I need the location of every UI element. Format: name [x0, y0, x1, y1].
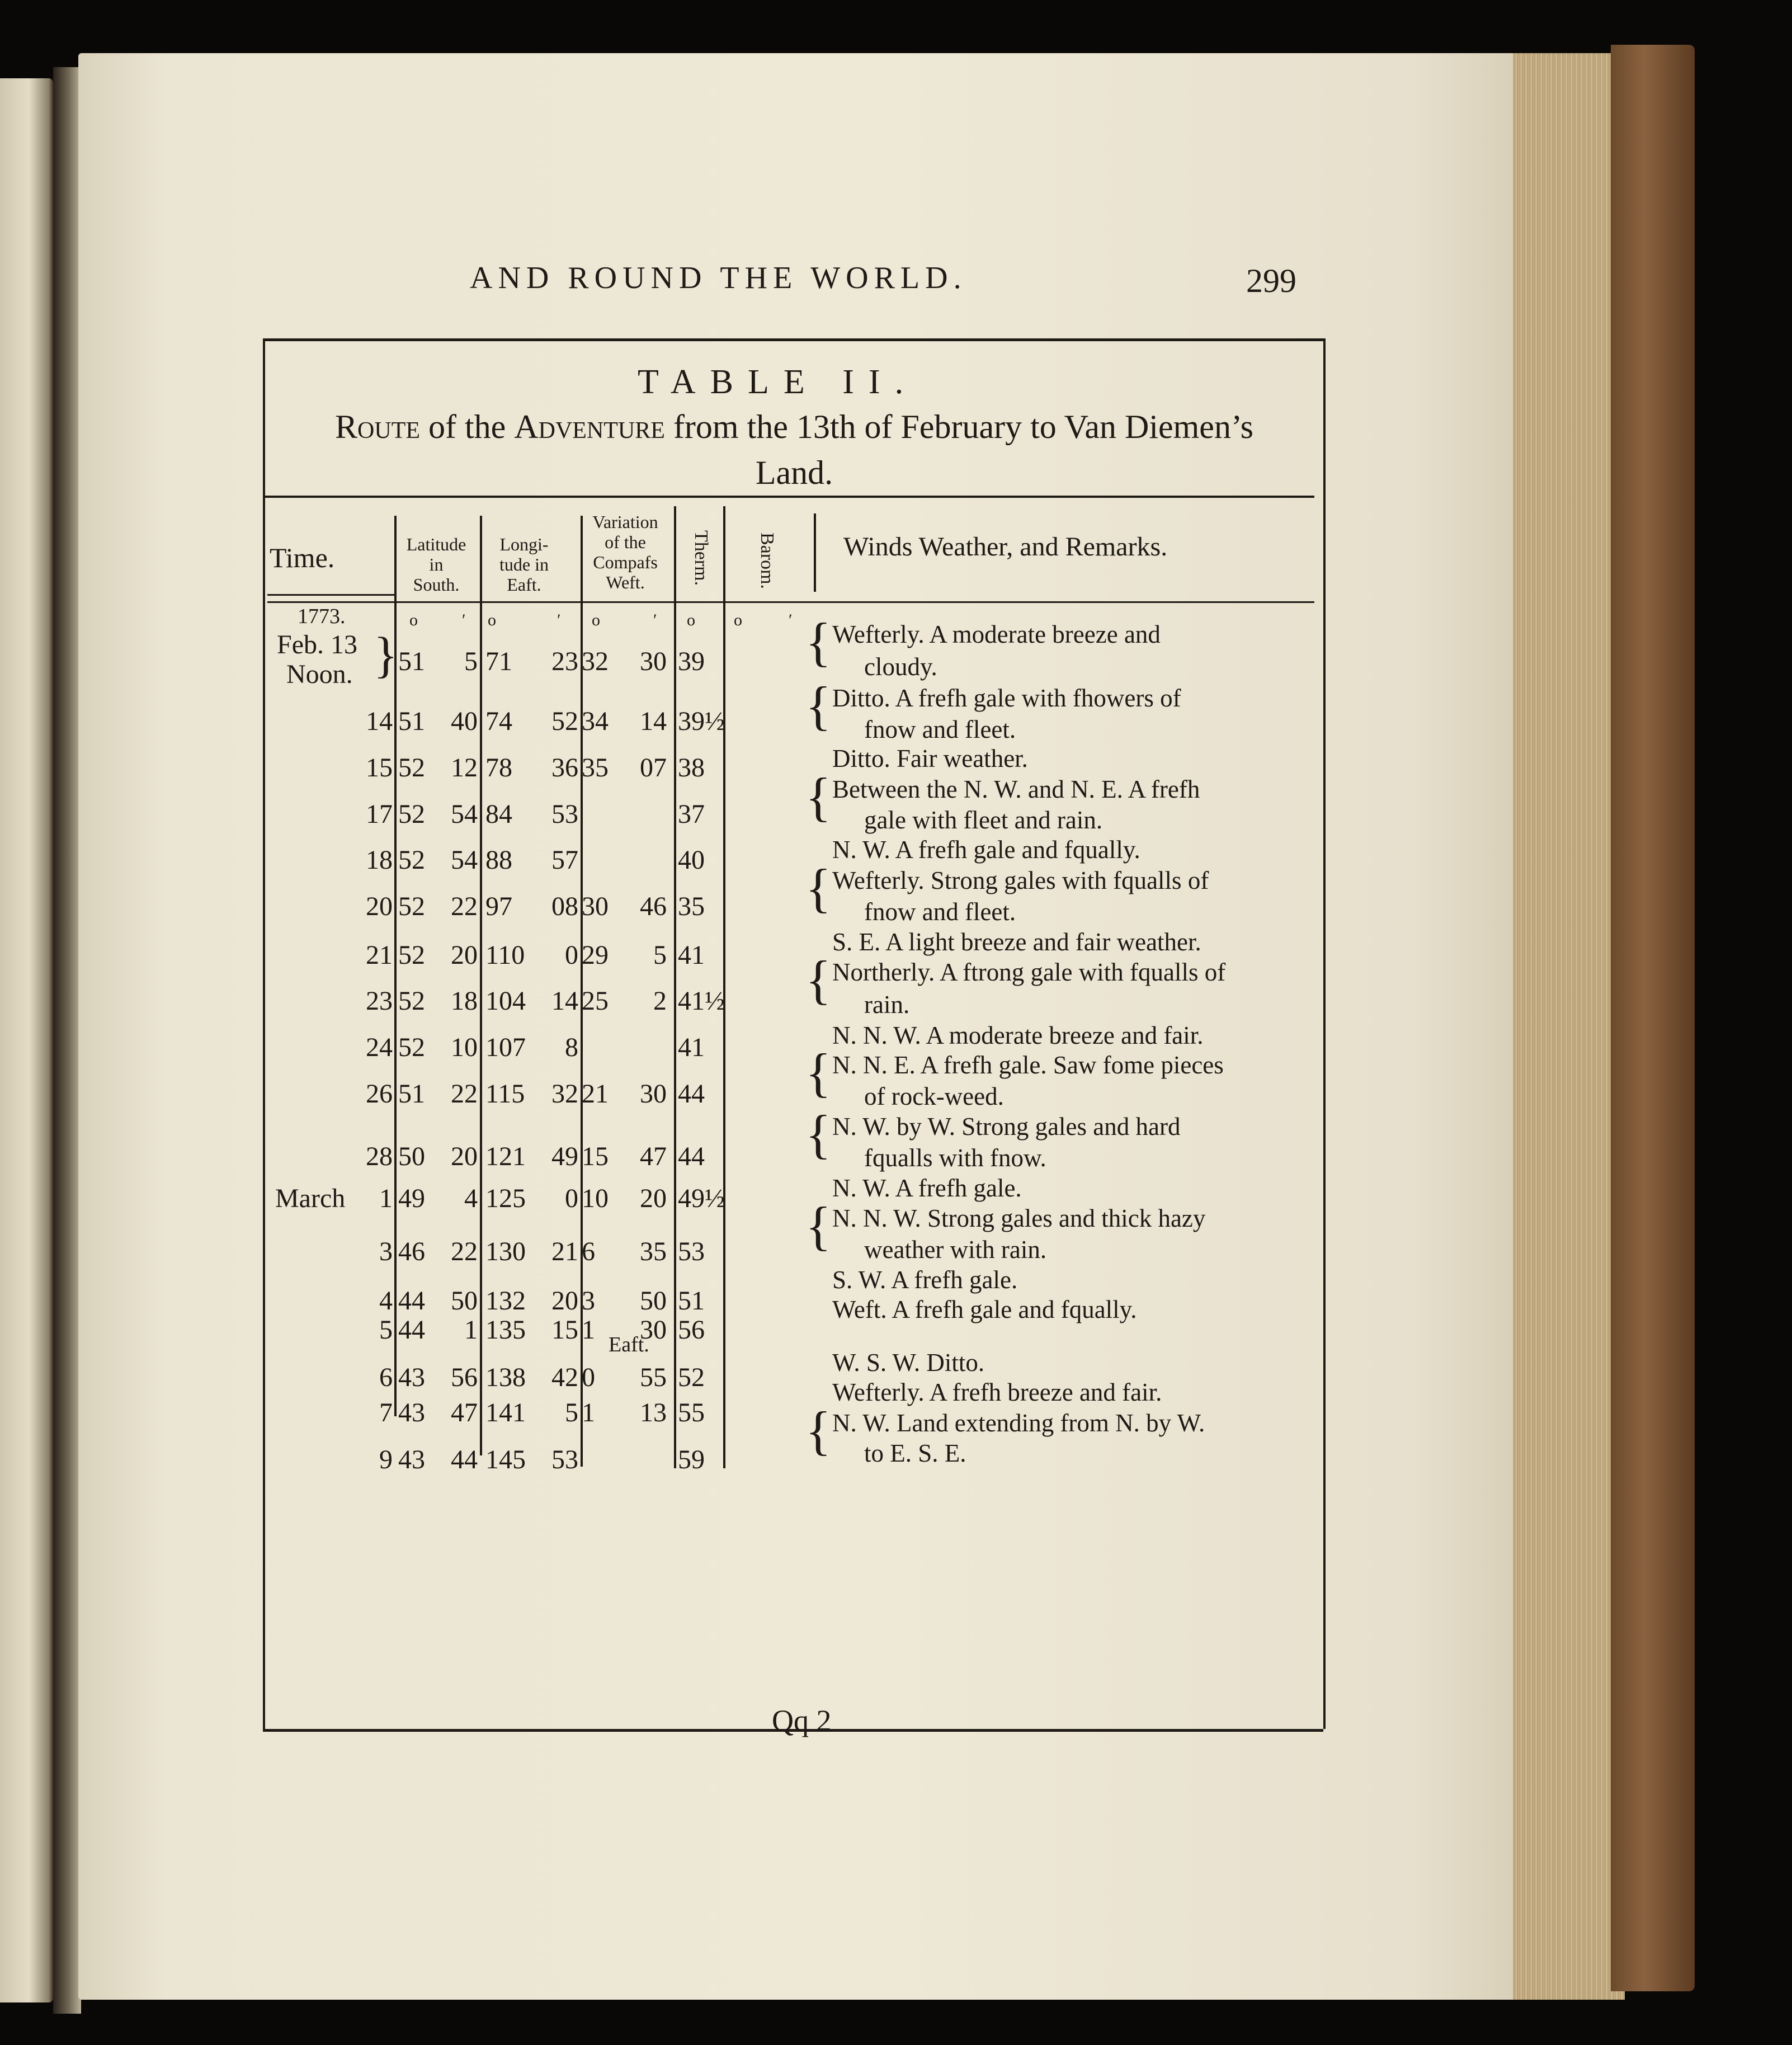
col-head-time: Time.	[270, 542, 335, 573]
row-therm: 59	[678, 1445, 705, 1474]
unit-var-deg: o	[592, 611, 600, 629]
row-lon-min: 20	[551, 1286, 578, 1316]
row-lat-deg: 44	[398, 1315, 425, 1345]
row-lat-deg: 52	[398, 799, 425, 829]
row-lon-deg: 135	[485, 1315, 526, 1345]
row-lon-min: 21	[551, 1237, 578, 1266]
date-noon: Noon.	[286, 659, 353, 689]
row-lon-deg: 107	[485, 1033, 526, 1062]
remark-line: Wefterly. A moderate breeze and	[832, 620, 1161, 648]
row-var-deg: 32	[582, 647, 609, 676]
row-var-deg: 21	[582, 1079, 609, 1109]
row-lat-deg: 51	[398, 647, 425, 676]
remark-line: S. E. A light breeze and fair weather.	[832, 928, 1201, 956]
row-lat-min: 56	[451, 1363, 478, 1392]
row-lat-deg: 52	[398, 753, 425, 783]
row-therm: 52	[678, 1363, 705, 1392]
row-therm: 49½	[678, 1184, 725, 1213]
remark-line: W. S. W. Ditto.	[832, 1349, 985, 1377]
title-text-1: of the	[420, 408, 515, 445]
row-lat-deg: 43	[398, 1363, 425, 1392]
row-lat-min: 18	[451, 986, 478, 1016]
row-lon-min: 42	[551, 1363, 578, 1392]
row-lon-min: 23	[551, 647, 578, 676]
remark-line: N. W. A frefh gale and fqually.	[832, 836, 1140, 864]
row-lat-min: 50	[451, 1286, 478, 1316]
row-lat-deg: 52	[398, 986, 425, 1016]
row-lat-deg: 51	[398, 706, 425, 736]
row-therm: 39	[678, 647, 705, 676]
remark-line: Wefterly. A frefh breeze and fair.	[832, 1378, 1162, 1406]
title-route: Route	[335, 408, 421, 445]
row-lon-deg: 84	[485, 799, 512, 829]
book-cover	[1611, 45, 1695, 1991]
brace: {	[805, 767, 832, 827]
row-var-min: 55	[640, 1363, 667, 1392]
row-lon-min: 5	[565, 1398, 578, 1427]
row-therm: 40	[678, 845, 705, 875]
row-var-deg: 34	[582, 706, 609, 736]
row-day: 28	[366, 1142, 393, 1171]
row-lat-min: 1	[464, 1315, 478, 1345]
col-head-variation-line: Compafs	[593, 552, 658, 572]
row-day: 26	[366, 1079, 393, 1109]
brace: {	[805, 676, 832, 736]
row-therm: 35	[678, 892, 705, 921]
row-var-deg: 1	[582, 1315, 595, 1345]
remark-line: Ditto. Fair weather.	[832, 745, 1028, 772]
header-rule	[267, 601, 1314, 603]
title-text-2: from the 13th of February to Van Diemen’s	[664, 408, 1253, 445]
title-line-2: Land.	[755, 454, 833, 491]
row-lon-deg: 138	[485, 1363, 526, 1392]
row-lat-min: 22	[451, 1079, 478, 1109]
brace: {	[805, 1043, 832, 1102]
row-lon-deg: 115	[485, 1079, 525, 1109]
table-label: TABLE II.	[638, 363, 918, 401]
remark-line: S. W. A frefh gale.	[832, 1266, 1018, 1294]
col-head-longitude	[482, 534, 566, 595]
row-therm: 41½	[678, 986, 725, 1016]
row-lon-min: 8	[565, 1033, 578, 1062]
col-head-longitude-line: Longi-	[499, 534, 549, 554]
row-lon-min: 14	[551, 986, 578, 1016]
header-rule-short	[267, 594, 396, 596]
brace: {	[805, 612, 832, 672]
row-var-min: 30	[640, 1079, 667, 1109]
row-therm: 38	[678, 753, 705, 783]
row-lat-min: 54	[451, 845, 478, 875]
row-therm: 44	[678, 1079, 705, 1109]
column-rule	[674, 506, 676, 1468]
row-var-min: 5	[653, 940, 667, 970]
row-lat-deg: 52	[398, 845, 425, 875]
row-lon-min: 15	[551, 1315, 578, 1345]
row-lon-min: 53	[551, 799, 578, 829]
row-var-deg: 6	[582, 1237, 595, 1266]
row-var-min: 30	[640, 647, 667, 676]
col-head-latitude-line: South.	[413, 574, 460, 595]
row-lat-deg: 49	[398, 1184, 425, 1213]
row-var-min: 35	[640, 1237, 667, 1266]
row-var-deg: 29	[582, 940, 609, 970]
unit-var-min: ′	[653, 611, 657, 629]
row-lat-deg: 51	[398, 1079, 425, 1109]
row-lat-min: 5	[464, 647, 478, 676]
row-lon-min: 53	[551, 1445, 578, 1474]
row-var-deg: 35	[582, 753, 609, 783]
row-day: 6	[379, 1363, 393, 1392]
brace: {	[805, 1104, 832, 1164]
row-lat-min: 12	[451, 753, 478, 783]
row-lon-deg: 104	[485, 986, 526, 1016]
row-day: 21	[366, 940, 393, 970]
row-day: 18	[366, 845, 393, 875]
remark-line: rain.	[864, 991, 910, 1019]
row-var-deg: 1	[582, 1398, 595, 1427]
row-day: 7	[379, 1398, 393, 1427]
row-lon-min: 32	[551, 1079, 578, 1109]
remark-line: N. N. W. Strong gales and thick hazy	[832, 1204, 1206, 1232]
page-number: 299	[1246, 262, 1296, 299]
row-lon-min: 49	[551, 1142, 578, 1171]
row-lat-min: 44	[451, 1445, 478, 1474]
row-lat-deg: 43	[398, 1398, 425, 1427]
remark-line: Ditto. A frefh gale with fhowers of	[832, 684, 1181, 712]
row-therm: 51	[678, 1286, 705, 1316]
remark-line: N. W. A frefh gale.	[832, 1174, 1022, 1202]
row-lon-deg: 74	[485, 706, 512, 736]
row-var-deg: 10	[582, 1184, 609, 1213]
remark-line: Between the N. W. and N. E. A frefh	[832, 775, 1200, 803]
row-lon-min: 57	[551, 845, 578, 875]
col-head-remarks: Winds Weather, and Remarks.	[843, 532, 1168, 562]
row-var-min: 13	[640, 1398, 667, 1427]
row-lon-deg: 125	[485, 1184, 526, 1213]
row-therm: 39½	[678, 706, 725, 736]
row-day: 1	[379, 1184, 393, 1213]
row-day: 3	[379, 1237, 393, 1266]
row-var-min: 46	[640, 892, 667, 921]
east-label: Eaft.	[609, 1333, 649, 1356]
row-day: 9	[379, 1445, 393, 1474]
row-therm: 41	[678, 1033, 705, 1062]
row-lon-deg: 130	[485, 1237, 526, 1266]
title-rule	[263, 496, 1314, 498]
col-head-longitude-line: tude in	[499, 554, 549, 574]
row-lon-deg: 141	[485, 1398, 526, 1427]
col-head-therm: Therm.	[691, 530, 711, 586]
row-day: 14	[366, 706, 393, 736]
row-therm: 44	[678, 1142, 705, 1171]
remark-line: cloudy.	[864, 653, 937, 681]
column-rule	[814, 513, 816, 592]
remark-line: Northerly. A ftrong gale with fqualls of	[832, 958, 1226, 986]
title-adventure: Adventure	[514, 408, 665, 445]
row-therm: 55	[678, 1398, 705, 1427]
col-head-barom: Barom.	[757, 533, 777, 590]
row-lon-min: 0	[565, 1184, 578, 1213]
row-lat-min: 54	[451, 799, 478, 829]
row-lat-min: 10	[451, 1033, 478, 1062]
remark-line: Wefterly. Strong gales with fqualls of	[832, 866, 1209, 894]
remark-line: N. N. W. A moderate breeze and fair.	[832, 1021, 1204, 1049]
row-day: 15	[366, 753, 393, 783]
column-rule	[480, 516, 482, 1455]
col-head-latitude	[394, 534, 478, 595]
row-var-min: 50	[640, 1286, 667, 1316]
row-lat-min: 40	[451, 706, 478, 736]
remark-line: N. W. by W. Strong gales and hard	[832, 1113, 1181, 1141]
row-lon-deg: 71	[485, 647, 512, 676]
row-lon-min: 52	[551, 706, 578, 736]
row-lat-deg: 46	[398, 1237, 425, 1266]
row-lon-min: 36	[551, 753, 578, 783]
row-lon-deg: 110	[485, 940, 525, 970]
remark-line: to E. S. E.	[864, 1439, 966, 1467]
col-head-longitude-line: Eaft.	[507, 574, 541, 595]
row-lon-deg: 145	[485, 1445, 526, 1474]
row-therm: 53	[678, 1237, 705, 1266]
row-therm: 56	[678, 1315, 705, 1345]
row-lon-deg: 121	[485, 1142, 526, 1171]
running-header: AND ROUND THE WORLD.	[470, 261, 967, 295]
row-var-deg: 0	[582, 1363, 595, 1392]
date-feb-13: Feb. 13	[277, 630, 357, 659]
row-var-min: 07	[640, 753, 667, 783]
brace: }	[374, 628, 398, 683]
col-head-latitude-line: in	[429, 554, 444, 574]
remark-line: weather with rain.	[864, 1236, 1047, 1264]
row-var-min: 30	[640, 1315, 667, 1345]
row-lat-min: 22	[451, 892, 478, 921]
unit-barom-deg: o	[734, 611, 742, 629]
row-lon-deg: 88	[485, 845, 512, 875]
row-day: 5	[379, 1315, 393, 1345]
unit-lon-min: ′	[557, 611, 561, 629]
col-head-variation-line: Weft.	[606, 572, 645, 592]
row-therm: 41	[678, 940, 705, 970]
remark-line: gale with fleet and rain.	[864, 806, 1103, 834]
row-lat-deg: 52	[398, 1033, 425, 1062]
previous-page-edge	[0, 78, 53, 2002]
row-lat-deg: 52	[398, 940, 425, 970]
row-day: 4	[379, 1286, 393, 1316]
row-day: 24	[366, 1033, 393, 1062]
unit-lat-min: ′	[462, 611, 466, 629]
col-head-latitude-line: Latitude	[406, 534, 466, 554]
row-lat-min: 20	[451, 1142, 478, 1171]
brace: {	[805, 950, 832, 1010]
unit-barom-min: ′	[789, 611, 793, 629]
row-lat-min: 20	[451, 940, 478, 970]
row-var-deg: 30	[582, 892, 609, 921]
unit-lat-deg: o	[409, 611, 418, 629]
row-month: March	[275, 1184, 346, 1213]
remark-line: of rock-weed.	[864, 1082, 1004, 1110]
book-gutter	[53, 67, 81, 2014]
year: 1773.	[298, 605, 346, 628]
table-title	[268, 404, 1320, 496]
remark-line: N. N. E. A frefh gale. Saw fome pieces	[832, 1051, 1224, 1079]
row-lat-deg: 43	[398, 1445, 425, 1474]
remark-line: N. W. Land extending from N. by W.	[832, 1409, 1205, 1437]
row-lat-min: 47	[451, 1398, 478, 1427]
row-lat-deg: 44	[398, 1286, 425, 1316]
page-block-edge	[1513, 53, 1625, 2000]
row-lon-deg: 97	[485, 892, 512, 921]
unit-therm-deg: o	[687, 611, 695, 629]
row-var-min: 20	[640, 1184, 667, 1213]
row-var-deg: 3	[582, 1286, 595, 1316]
row-lat-deg: 50	[398, 1142, 425, 1171]
row-lat-min: 22	[451, 1237, 478, 1266]
col-head-variation-line: Variation	[592, 512, 658, 532]
row-lat-min: 4	[464, 1184, 478, 1213]
remark-line: Weft. A frefh gale and fqually.	[832, 1295, 1137, 1323]
row-lat-deg: 52	[398, 892, 425, 921]
row-var-min: 47	[640, 1142, 667, 1171]
remark-line: fqualls with fnow.	[864, 1144, 1046, 1172]
row-lon-deg: 132	[485, 1286, 526, 1316]
signature-mark: Qq 2	[772, 1704, 832, 1737]
row-day: 20	[366, 892, 393, 921]
remark-line: fnow and fleet.	[864, 898, 1016, 926]
brace: {	[805, 1196, 832, 1256]
brace: {	[805, 858, 832, 918]
row-lon-min: 08	[551, 892, 578, 921]
row-therm: 37	[678, 799, 705, 829]
row-day: 17	[366, 799, 393, 829]
col-head-variation-line: of the	[605, 532, 646, 552]
brace: {	[805, 1401, 832, 1460]
row-lon-min: 0	[565, 940, 578, 970]
row-var-deg: 25	[582, 986, 609, 1016]
row-day: 23	[366, 986, 393, 1016]
row-var-deg: 15	[582, 1142, 609, 1171]
row-var-min: 14	[640, 706, 667, 736]
unit-lon-deg: o	[488, 611, 496, 629]
col-head-variation	[581, 512, 670, 592]
row-var-min: 2	[653, 986, 667, 1016]
remark-line: fnow and fleet.	[864, 715, 1016, 743]
row-lon-deg: 78	[485, 753, 512, 783]
